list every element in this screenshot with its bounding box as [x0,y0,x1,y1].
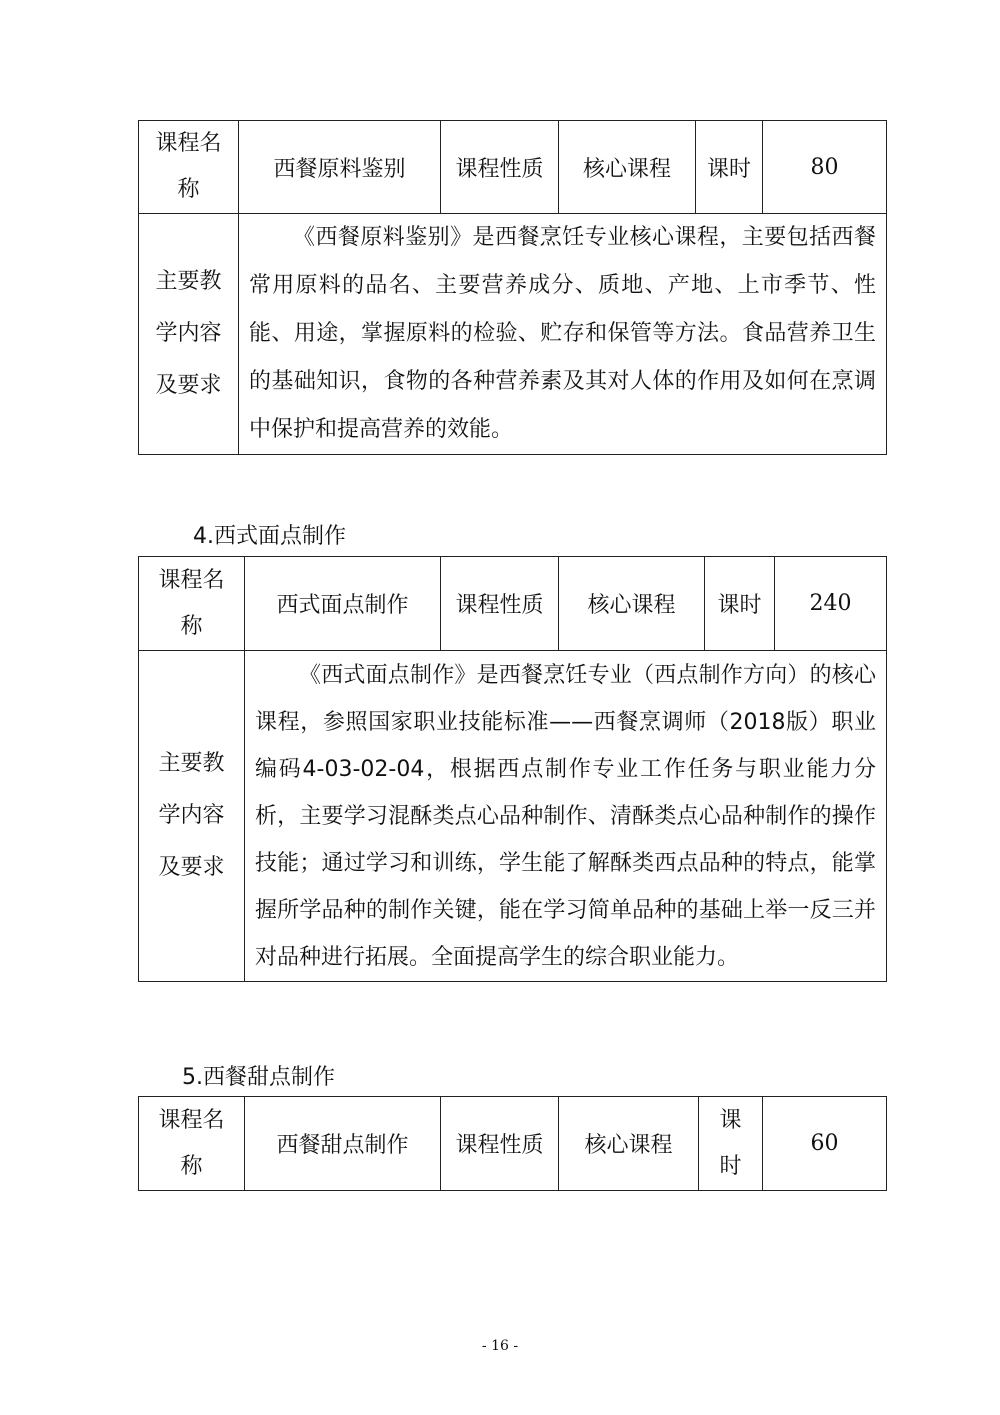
page-number: - 16 - [481,1338,519,1354]
course-content: 《西式面点制作》是西餐烹饪专业（西点制作方向）的核心课程，参照国家职业技能标准——西餐烹调师（2018版）职业编码4-03-02-04，根据西点制作专业工作任务与职业能力分析，主要学习混酥类点心品种制作、清酥类点心品种制作的操作技能；通过学习和训练，学生能了解酥类西点品种的特点，能掌握所学品种的制作关键，能在学习简单品种的基础上举一反三并对品种进行拓展。全面提高学生的综合职业能力。 [245,651,887,982]
course-nature: 核心课程 [559,1097,699,1191]
course-hours: 240 [775,557,887,651]
section-heading-5: 5.西餐甜点制作 [182,1065,335,1090]
course-content-label: 主要教学内容及要求 [139,214,239,455]
course-nature-label: 课程性质 [441,121,559,214]
course-hours: 60 [763,1097,887,1191]
course-table-3 [138,1096,887,1191]
course-name: 西餐原料鉴别 [239,121,441,214]
course-name: 西式面点制作 [245,557,441,651]
course-nature: 核心课程 [559,557,705,651]
course-name-label: 课程名称 [139,121,239,214]
course-hours: 80 [763,121,887,214]
section-heading-4: 4.西式面点制作 [193,524,346,549]
course-nature-label: 课程性质 [441,557,559,651]
course-content-label: 主要教学内容及要求 [139,651,245,982]
course-name-label: 课程名称 [139,557,245,651]
course-name-label: 课程名称 [139,1097,245,1191]
course-hours-label: 课时 [699,1097,763,1191]
course-name: 西餐甜点制作 [245,1097,441,1191]
course-table-2 [138,556,887,982]
course-nature-label: 课程性质 [441,1097,559,1191]
course-content: 《西餐原料鉴别》是西餐烹饪专业核心课程，主要包括西餐常用原料的品名、主要营养成分、质地、产地、上市季节、性能、用途，掌握原料的检验、贮存和保管等方法。食品营养卫生的基础知识，食物的各种营养素及其对人体的作用及如何在烹调中保护和提高营养的效能。 [239,214,887,455]
course-nature: 核心课程 [559,121,696,214]
course-hours-label: 课时 [705,557,775,651]
course-hours-label: 课时 [696,121,763,214]
course-table-1 [138,120,887,455]
